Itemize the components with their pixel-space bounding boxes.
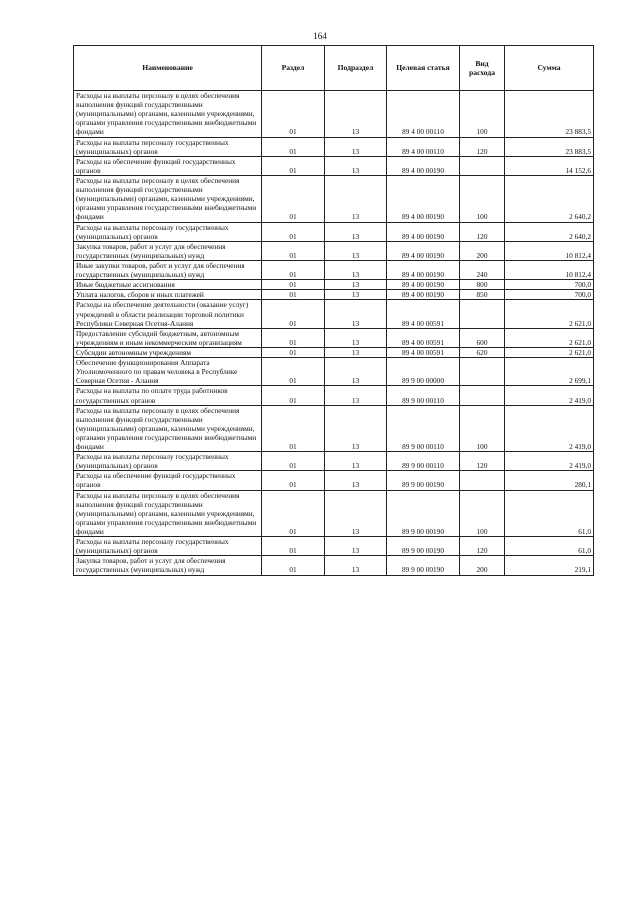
cell-target: 89 4 00 00190 xyxy=(387,175,460,222)
cell-subsection: 13 xyxy=(325,241,387,260)
cell-section: 01 xyxy=(262,300,325,328)
cell-subsection: 13 xyxy=(325,328,387,347)
page-number: 164 xyxy=(313,31,327,41)
cell-section: 01 xyxy=(262,347,325,357)
cell-name: Расходы на обеспечение функций государственных органов xyxy=(74,156,262,175)
cell-name: Субсидии автономным учреждениям xyxy=(74,347,262,357)
cell-name: Расходы на выплаты персоналу государственных (муниципальных) органов xyxy=(74,537,262,556)
cell-subsection: 13 xyxy=(325,490,387,537)
cell-subsection: 13 xyxy=(325,537,387,556)
cell-name: Закупка товаров, работ и услуг для обеспечения государственных (муниципальных) нужд xyxy=(74,556,262,575)
cell-section: 01 xyxy=(262,386,325,405)
cell-type: 100 xyxy=(460,91,505,138)
cell-section: 01 xyxy=(262,175,325,222)
header-section: Раздел xyxy=(262,46,325,91)
table-row xyxy=(74,347,594,357)
cell-subsection: 13 xyxy=(325,556,387,575)
cell-sum: 61,0 xyxy=(505,490,594,537)
table-header-row xyxy=(74,46,594,91)
cell-subsection: 13 xyxy=(325,471,387,490)
table-row xyxy=(74,405,594,452)
table-row xyxy=(74,358,594,386)
cell-name: Расходы на обеспечение функций государственных органов xyxy=(74,471,262,490)
cell-section: 01 xyxy=(262,358,325,386)
cell-section: 01 xyxy=(262,222,325,241)
cell-subsection: 13 xyxy=(325,300,387,328)
cell-name: Иные закупки товаров, работ и услуг для обеспечения государственных (муниципальных) нужд xyxy=(74,260,262,279)
table-row xyxy=(74,328,594,347)
cell-name: Уплата налогов, сборов и иных платежей xyxy=(74,290,262,300)
cell-type: 120 xyxy=(460,537,505,556)
cell-section: 01 xyxy=(262,260,325,279)
cell-section: 01 xyxy=(262,91,325,138)
cell-sum: 61,0 xyxy=(505,537,594,556)
cell-type xyxy=(460,358,505,386)
cell-name: Расходы на обеспечение деятельности (оказание услуг) учреждений в области реализации торговой политики Республики Северная Осетия-Алания xyxy=(74,300,262,328)
cell-section: 01 xyxy=(262,452,325,471)
cell-target: 89 4 00 00190 xyxy=(387,156,460,175)
cell-sum: 2 419,0 xyxy=(505,405,594,452)
cell-sum: 2 621,0 xyxy=(505,328,594,347)
cell-subsection: 13 xyxy=(325,222,387,241)
cell-target: 89 4 00 00190 xyxy=(387,222,460,241)
cell-type: 200 xyxy=(460,556,505,575)
table-row xyxy=(74,241,594,260)
cell-target: 89 4 00 00190 xyxy=(387,290,460,300)
cell-section: 01 xyxy=(262,241,325,260)
cell-target: 89 4 00 00110 xyxy=(387,91,460,138)
cell-name: Расходы на выплаты персоналу в целях обеспечения выполнения функций государственными (муниципальными) органами, казенными учреждениями, органами управления государственными внебюджетными фондами xyxy=(74,490,262,537)
cell-section: 01 xyxy=(262,280,325,290)
cell-sum: 2 621,0 xyxy=(505,300,594,328)
cell-sum: 219,1 xyxy=(505,556,594,575)
cell-name: Расходы на выплаты персоналу в целях обеспечения выполнения функций государственными (муниципальными) органами, казенными учреждениями, органами управления государственными внебюджетными фондами xyxy=(74,405,262,452)
table-row xyxy=(74,490,594,537)
cell-name: Обеспечение функционирования Аппарата Уполномоченного по правам человека в Республике Северная Осетия - Алания xyxy=(74,358,262,386)
cell-name: Расходы на выплаты персоналу государственных (муниципальных) органов xyxy=(74,222,262,241)
cell-target: 89 9 00 00000 xyxy=(387,358,460,386)
cell-name: Расходы на выплаты по оплате труда работников государственных органов xyxy=(74,386,262,405)
cell-section: 01 xyxy=(262,290,325,300)
cell-target: 89 4 00 00591 xyxy=(387,300,460,328)
cell-section: 01 xyxy=(262,328,325,347)
cell-section: 01 xyxy=(262,556,325,575)
cell-type: 120 xyxy=(460,452,505,471)
header-name: Наименование xyxy=(74,46,262,91)
cell-target: 89 9 00 00190 xyxy=(387,537,460,556)
cell-section: 01 xyxy=(262,537,325,556)
header-type: Вид расхода xyxy=(460,46,505,91)
cell-type xyxy=(460,156,505,175)
cell-name: Закупка товаров, работ и услуг для обеспечения государственных (муниципальных) нужд xyxy=(74,241,262,260)
table-row xyxy=(74,290,594,300)
cell-target: 89 4 00 00110 xyxy=(387,137,460,156)
cell-subsection: 13 xyxy=(325,91,387,138)
cell-type: 850 xyxy=(460,290,505,300)
table-row xyxy=(74,91,594,138)
table-row xyxy=(74,260,594,279)
cell-target: 89 9 00 00110 xyxy=(387,452,460,471)
cell-sum: 14 152,6 xyxy=(505,156,594,175)
table-row xyxy=(74,280,594,290)
cell-name: Иные бюджетные ассигнования xyxy=(74,280,262,290)
table-row xyxy=(74,222,594,241)
table-row xyxy=(74,386,594,405)
table-row xyxy=(74,537,594,556)
cell-target: 89 4 00 00190 xyxy=(387,260,460,279)
cell-type: 120 xyxy=(460,137,505,156)
cell-type: 120 xyxy=(460,222,505,241)
cell-target: 89 9 00 00110 xyxy=(387,405,460,452)
cell-target: 89 4 00 00591 xyxy=(387,347,460,357)
table-row xyxy=(74,556,594,575)
cell-sum: 280,1 xyxy=(505,471,594,490)
header-sum: Сумма xyxy=(505,46,594,91)
cell-subsection: 13 xyxy=(325,175,387,222)
cell-sum: 2 419,0 xyxy=(505,452,594,471)
cell-sum: 2 699,1 xyxy=(505,358,594,386)
table-row xyxy=(74,452,594,471)
cell-target: 89 9 00 00110 xyxy=(387,386,460,405)
cell-type: 240 xyxy=(460,260,505,279)
cell-sum: 2 419,0 xyxy=(505,386,594,405)
cell-target: 89 4 00 00591 xyxy=(387,328,460,347)
cell-section: 01 xyxy=(262,471,325,490)
cell-name: Предоставление субсидий бюджетным, автономным учреждениям и иным некоммерческим организациям xyxy=(74,328,262,347)
cell-subsection: 13 xyxy=(325,137,387,156)
cell-subsection: 13 xyxy=(325,358,387,386)
cell-type xyxy=(460,471,505,490)
cell-subsection: 13 xyxy=(325,280,387,290)
budget-table xyxy=(73,45,594,576)
cell-subsection: 13 xyxy=(325,156,387,175)
cell-sum: 2 640,2 xyxy=(505,222,594,241)
cell-name: Расходы на выплаты персоналу в целях обеспечения выполнения функций государственными (муниципальными) органами, казенными учреждениями, органами управления государственными внебюджетными фондами xyxy=(74,91,262,138)
table-row xyxy=(74,137,594,156)
cell-type xyxy=(460,386,505,405)
cell-sum: 2 621,0 xyxy=(505,347,594,357)
cell-target: 89 4 00 00190 xyxy=(387,241,460,260)
cell-target: 89 9 00 00190 xyxy=(387,556,460,575)
table-row xyxy=(74,471,594,490)
cell-type: 600 xyxy=(460,328,505,347)
cell-section: 01 xyxy=(262,490,325,537)
table-row xyxy=(74,175,594,222)
cell-name: Расходы на выплаты персоналу государственных (муниципальных) органов xyxy=(74,137,262,156)
cell-target: 89 4 00 00190 xyxy=(387,280,460,290)
cell-subsection: 13 xyxy=(325,290,387,300)
cell-section: 01 xyxy=(262,137,325,156)
cell-type: 620 xyxy=(460,347,505,357)
cell-subsection: 13 xyxy=(325,347,387,357)
cell-target: 89 9 00 00190 xyxy=(387,471,460,490)
cell-subsection: 13 xyxy=(325,386,387,405)
cell-sum: 10 812,4 xyxy=(505,241,594,260)
header-subsection: Подраздел xyxy=(325,46,387,91)
cell-type: 200 xyxy=(460,241,505,260)
cell-sum: 23 883,5 xyxy=(505,91,594,138)
cell-sum: 2 640,2 xyxy=(505,175,594,222)
cell-sum: 700,0 xyxy=(505,290,594,300)
table-row xyxy=(74,300,594,328)
cell-target: 89 9 00 00190 xyxy=(387,490,460,537)
cell-subsection: 13 xyxy=(325,452,387,471)
cell-subsection: 13 xyxy=(325,260,387,279)
cell-name: Расходы на выплаты персоналу в целях обеспечения выполнения функций государственными (муниципальными) органами, казенными учреждениями, органами управления государственными внебюджетными фондами xyxy=(74,175,262,222)
cell-sum: 10 812,4 xyxy=(505,260,594,279)
cell-type: 100 xyxy=(460,405,505,452)
cell-type: 100 xyxy=(460,490,505,537)
cell-type: 100 xyxy=(460,175,505,222)
table-row xyxy=(74,156,594,175)
cell-type: 800 xyxy=(460,280,505,290)
cell-sum: 700,0 xyxy=(505,280,594,290)
cell-section: 01 xyxy=(262,156,325,175)
header-target: Целевая статья xyxy=(387,46,460,91)
cell-name: Расходы на выплаты персоналу государственных (муниципальных) органов xyxy=(74,452,262,471)
cell-type xyxy=(460,300,505,328)
cell-subsection: 13 xyxy=(325,405,387,452)
cell-section: 01 xyxy=(262,405,325,452)
cell-sum: 23 883,5 xyxy=(505,137,594,156)
